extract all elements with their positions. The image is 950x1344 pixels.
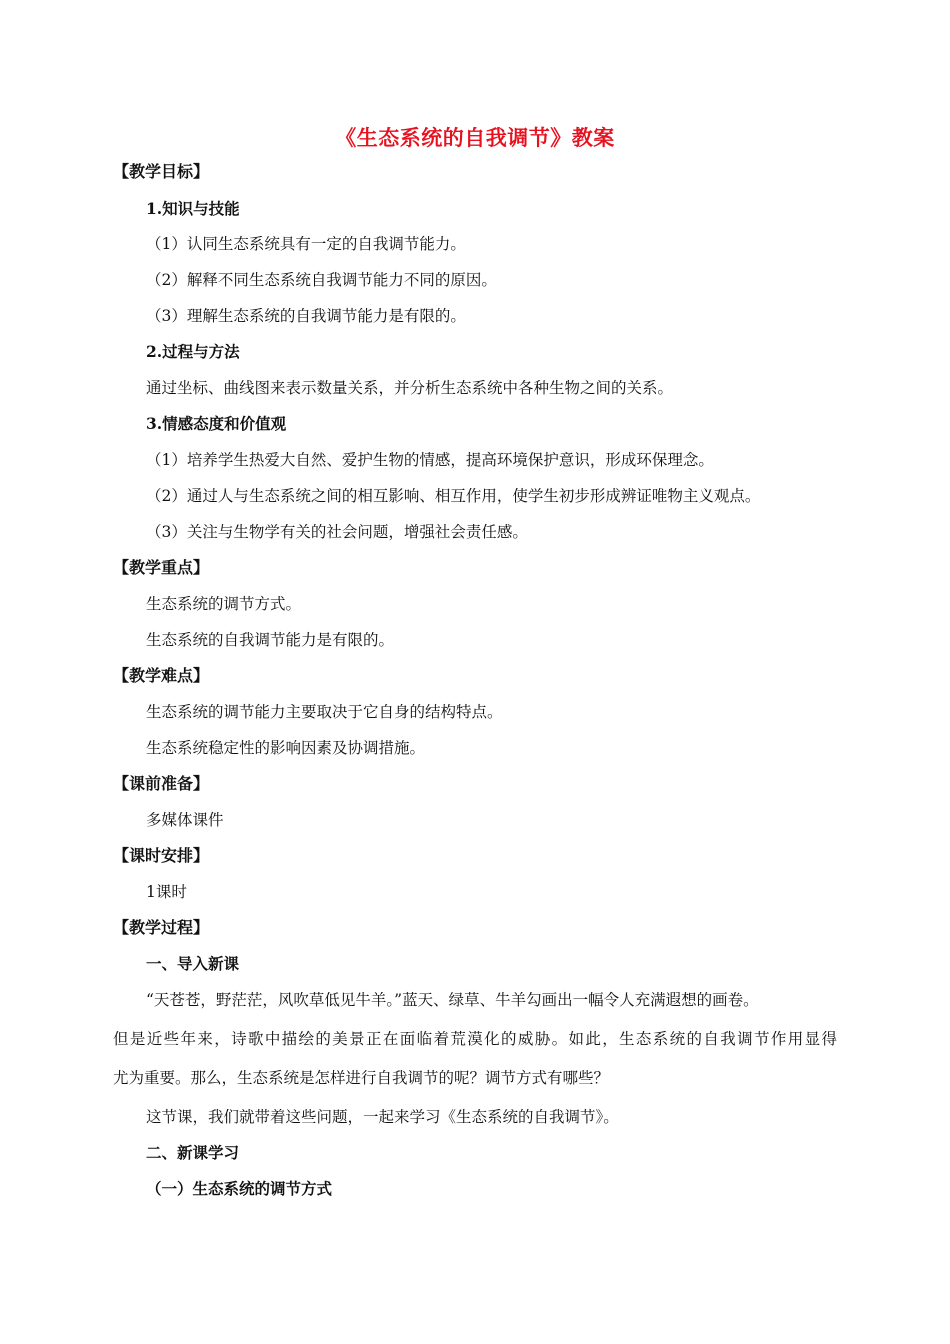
intro-paragraph-line: 尤为重要。那么，生态系统是怎样进行自我调节的呢？调节方式有哪些？: [113, 1069, 610, 1087]
emotion-item: （2）通过人与生态系统之间的相互影响、相互作用，使学生初步形成辨证唯物主义观点。: [146, 487, 761, 505]
objectives-heading: 【教学目标】: [113, 162, 210, 181]
emotion-item: （3）关注与生物学有关的社会问题，增强社会责任感。: [146, 523, 528, 541]
emotion-item: （1）培养学生热爱大自然、爱护生物的情感，提高环境保护意识，形成环保理念。: [146, 451, 714, 469]
knowledge-heading: 1.知识与技能: [146, 199, 240, 218]
key-points-heading: 【教学重点】: [113, 558, 210, 577]
emotion-heading: 3.情感态度和价值观: [146, 414, 287, 433]
difficulties-heading: 【教学难点】: [113, 666, 210, 685]
difficulty-item: 生态系统的调节能力主要取决于它自身的结构特点。: [146, 703, 503, 721]
new-lesson-heading: 二、新课学习: [146, 1143, 240, 1162]
key-point-item: 生态系统的调节方式。: [146, 595, 302, 613]
schedule-text: 1课时: [146, 883, 187, 901]
intro-paragraph-line: “天苍苍，野茫茫，风吹草低见牛羊。”蓝天、绿草、牛羊勾画出一幅令人充满遐想的画卷。: [146, 991, 759, 1009]
schedule-heading: 【课时安排】: [113, 846, 210, 865]
document-title: 《生态系统的自我调节》教案: [335, 125, 615, 150]
preparation-heading: 【课前准备】: [113, 774, 210, 793]
preparation-text: 多媒体课件: [146, 811, 224, 829]
difficulty-item: 生态系统稳定性的影响因素及协调措施。: [146, 739, 426, 757]
knowledge-item: （1）认同生态系统具有一定的自我调节能力。: [146, 235, 466, 253]
intro-paragraph-2: 这节课，我们就带着这些问题，一起来学习《生态系统的自我调节》。: [146, 1108, 619, 1126]
process-method-heading: 2.过程与方法: [146, 342, 240, 361]
key-point-item: 生态系统的自我调节能力是有限的。: [146, 631, 395, 649]
process-method-text: 通过坐标、曲线图来表示数量关系，并分析生态系统中各种生物之间的关系。: [146, 379, 674, 397]
knowledge-item: （2）解释不同生态系统自我调节能力不同的原因。: [146, 271, 497, 289]
intro-heading: 一、导入新课: [146, 954, 240, 973]
knowledge-item: （3）理解生态系统的自我调节能力是有限的。: [146, 307, 466, 325]
intro-paragraph-line: 但是近些年来，诗歌中描绘的美景正在面临着荒漠化的威胁。如此，生态系统的自我调节作用显得: [113, 1030, 837, 1048]
teaching-process-heading: 【教学过程】: [113, 918, 210, 937]
new-lesson-subheading: （一）生态系统的调节方式: [146, 1179, 333, 1198]
